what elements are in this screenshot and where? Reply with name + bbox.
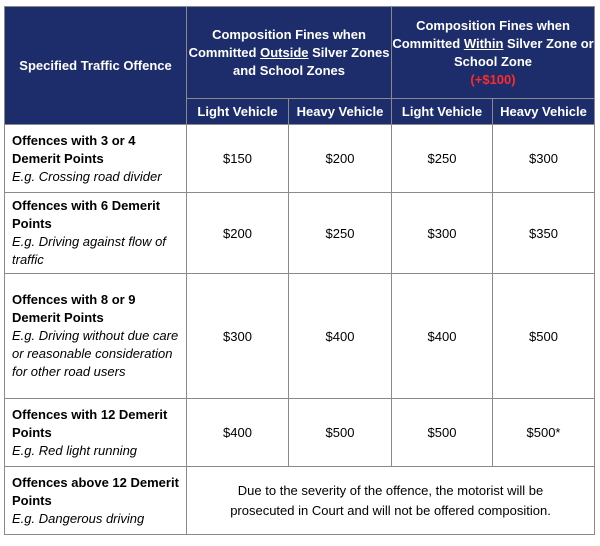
offence-example: E.g. Driving against flow of traffic (12, 234, 166, 267)
header-within-pre: Composition Fines when Committed (392, 17, 570, 51)
fines-table (4, 6, 595, 535)
table-row (5, 125, 595, 193)
fine-light-outside: $400 (187, 399, 289, 467)
offence-cell (5, 193, 187, 274)
fine-light-within: $500 (392, 399, 493, 467)
fine-heavy-outside: $250 (289, 193, 392, 274)
header-outside-zones (187, 7, 392, 99)
table-row (5, 274, 595, 399)
fine-light-outside: $150 (187, 125, 289, 193)
header-outside-underlined: Outside (260, 44, 309, 60)
prosecution-note: Due to the severity of the offence, the motorist will be prosecuted in Court and will not be offered composition. (187, 467, 595, 535)
table-row (5, 193, 595, 274)
header-within-zones (392, 7, 595, 99)
offence-cell (5, 467, 187, 535)
fine-heavy-outside: $400 (289, 274, 392, 399)
offence-title: Offences with 12 Demerit Points (12, 406, 168, 440)
offence-example: E.g. Driving without due care or reasonable consideration for other road users (12, 328, 179, 379)
offence-cell (5, 399, 187, 467)
offence-cell (5, 125, 187, 193)
offence-title: Offences with 3 or 4 Demerit Points (12, 132, 136, 166)
header-light-vehicle-outside: Light Vehicle (187, 99, 289, 125)
header-light-vehicle-within: Light Vehicle (392, 99, 493, 125)
fine-heavy-within: $500 (493, 274, 595, 399)
header-within-post: Silver Zone or School Zone (454, 35, 594, 69)
header-offence: Specified Traffic Offence (5, 7, 187, 125)
fine-light-outside: $300 (187, 274, 289, 399)
table-row (5, 399, 595, 467)
header-within-underlined: Within (463, 35, 504, 51)
fine-heavy-outside: $500 (289, 399, 392, 467)
fine-light-within: $250 (392, 125, 493, 193)
fine-heavy-outside: $200 (289, 125, 392, 193)
fine-light-within: $300 (392, 193, 493, 274)
offence-cell (5, 274, 187, 399)
header-outside-post: Silver Zones and School Zones (233, 44, 390, 78)
fine-heavy-within: $300 (493, 125, 595, 193)
offence-title: Offences with 8 or 9 Demerit Points (12, 292, 136, 325)
header-heavy-vehicle-within: Heavy Vehicle (493, 99, 595, 125)
fine-heavy-within: $500* (493, 399, 595, 467)
fine-heavy-within: $350 (493, 193, 595, 274)
offence-example: E.g. Red light running (12, 442, 138, 458)
table-row (5, 467, 595, 535)
fine-light-outside: $200 (187, 193, 289, 274)
offence-example: E.g. Dangerous driving (12, 510, 145, 526)
header-outside-pre: Composition Fines when Committed (188, 26, 366, 60)
header-within-surcharge: (+$100) (470, 71, 516, 87)
fine-light-within: $400 (392, 274, 493, 399)
offence-title: Offences above 12 Demerit Points (12, 474, 179, 508)
header-heavy-vehicle-outside: Heavy Vehicle (289, 99, 392, 125)
offence-title: Offences with 6 Demerit Points (12, 198, 161, 231)
offence-example: E.g. Crossing road divider (12, 168, 162, 184)
